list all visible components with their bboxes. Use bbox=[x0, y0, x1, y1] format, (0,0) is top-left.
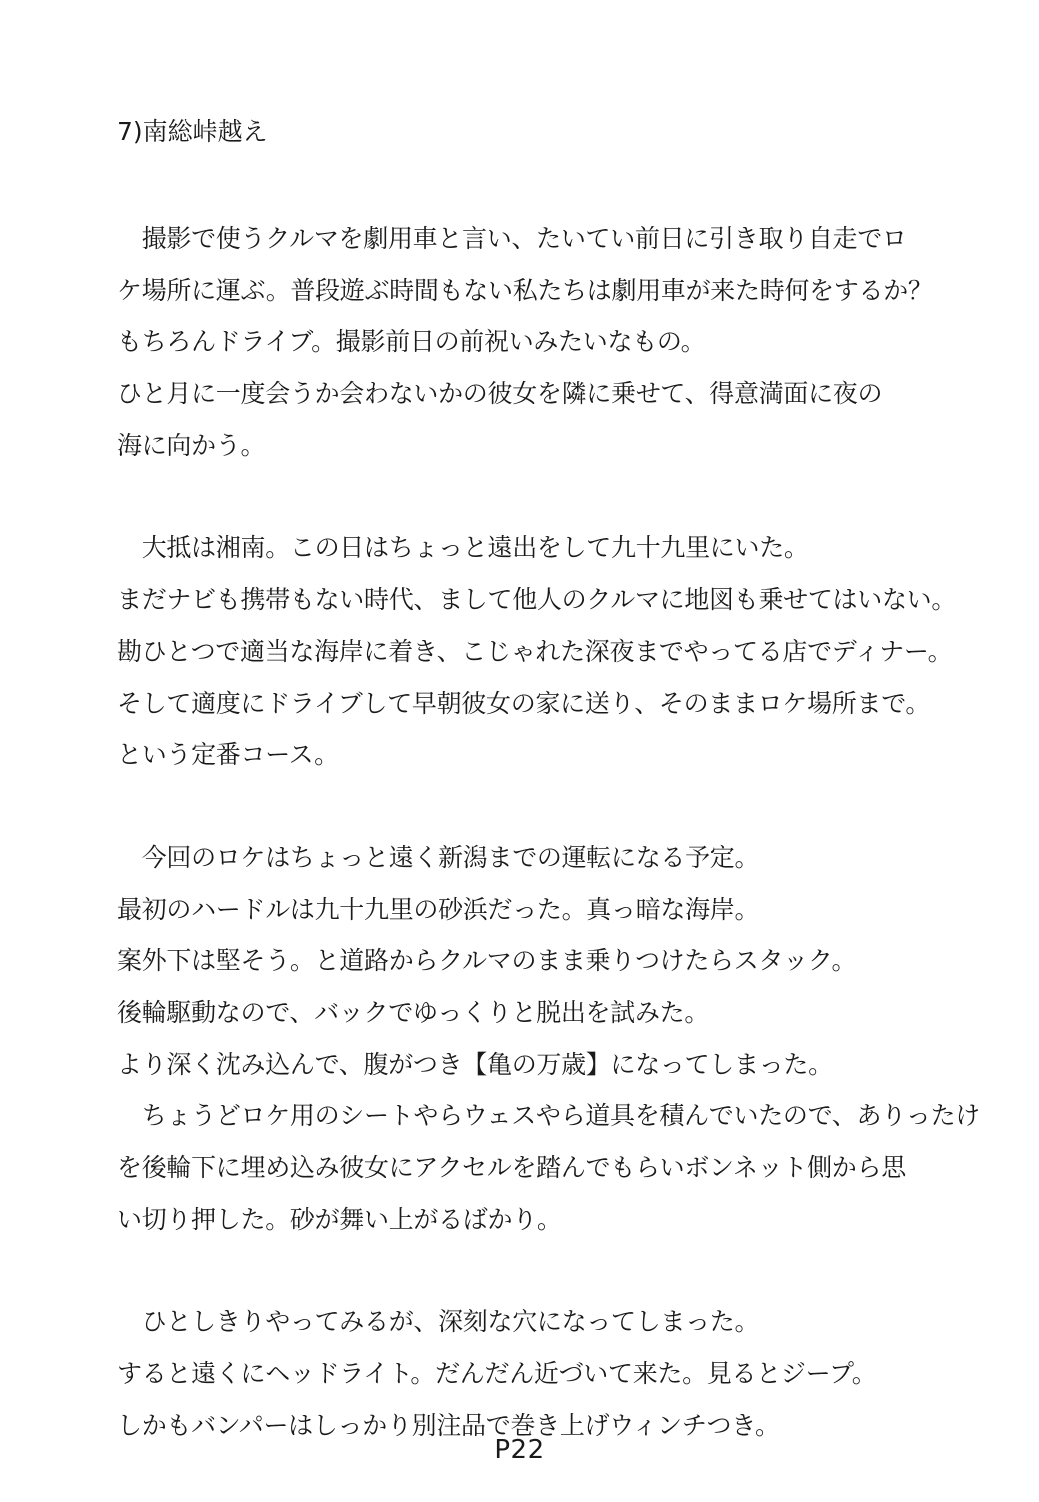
text-line: もちろんドライブ。撮影前日の前祝いみたいなもの。 bbox=[117, 327, 706, 357]
text-line: より深く沈み込んで、腹がつき【亀の万歳】になってしまった。 bbox=[117, 1049, 833, 1079]
chapter-title: 7)南総峠越え bbox=[117, 117, 268, 146]
text-line: しかもバンパーはしっかり別注品で巻き上げウィンチつき。 bbox=[117, 1410, 780, 1440]
text-line: 大抵は湘南。この日はちょっと遠出をして九十九里にいた。 bbox=[117, 533, 809, 563]
text-line: という定番コース。 bbox=[117, 740, 339, 770]
text-line: 案外下は堅そう。と道路からクルマのまま乗りつけたらスタック。 bbox=[117, 946, 857, 976]
text-line: 後輪駆動なので、バックでゆっくりと脱出を試みた。 bbox=[117, 997, 710, 1027]
paragraph-1 bbox=[117, 213, 1017, 471]
text-line: 今回のロケはちょっと遠く新潟までの運転になる予定。 bbox=[117, 842, 760, 872]
text-line: ひとしきりやってみるが、深刻な穴になってしまった。 bbox=[117, 1307, 760, 1337]
paragraph-4 bbox=[117, 1296, 1017, 1451]
text-line: 撮影で使うクルマを劇用車と言い、たいてい前日に引き取り自走でロ bbox=[117, 224, 907, 253]
text-line: まだナビも携帯もない時代、まして他人のクルマに地図も乗せてはいない。 bbox=[117, 585, 957, 615]
text-line: ちょうどロケ用のシートやらウェスやら道具を積んでいたので、ありったけ bbox=[117, 1101, 981, 1131]
text-line: ひと月に一度会うか会わないかの彼女を隣に乗せて、得意満面に夜の bbox=[117, 379, 883, 409]
text-line: 海に向かう。 bbox=[117, 430, 266, 460]
text-line: ケ場所に運ぶ。普段遊ぶ時間もない私たちは劇用車が来た時何をするか？ bbox=[117, 275, 933, 305]
text-line: そして適度にドライブして早朝彼女の家に送り、そのままロケ場所まで。 bbox=[117, 688, 931, 718]
text-line: すると遠くにヘッドライト。だんだん近づいて来た。見るとジープ。 bbox=[117, 1359, 877, 1389]
text-line: を後輪下に埋め込み彼女にアクセルを踏んでもらいボンネット側から思 bbox=[117, 1153, 906, 1182]
body-text bbox=[117, 213, 1017, 1502]
paragraph-3 bbox=[117, 832, 1017, 1246]
page-number: P22 bbox=[494, 1435, 545, 1465]
paragraph-2 bbox=[117, 522, 1017, 780]
text-line: い切り押した。砂が舞い上がるばかり。 bbox=[117, 1204, 562, 1234]
text-line: 最初のハードルは九十九里の砂浜だった。真っ暗な海岸。 bbox=[117, 894, 760, 924]
text-line: 勘ひとつで適当な海岸に着き、こじゃれた深夜までやってる店でディナー。 bbox=[117, 636, 953, 666]
